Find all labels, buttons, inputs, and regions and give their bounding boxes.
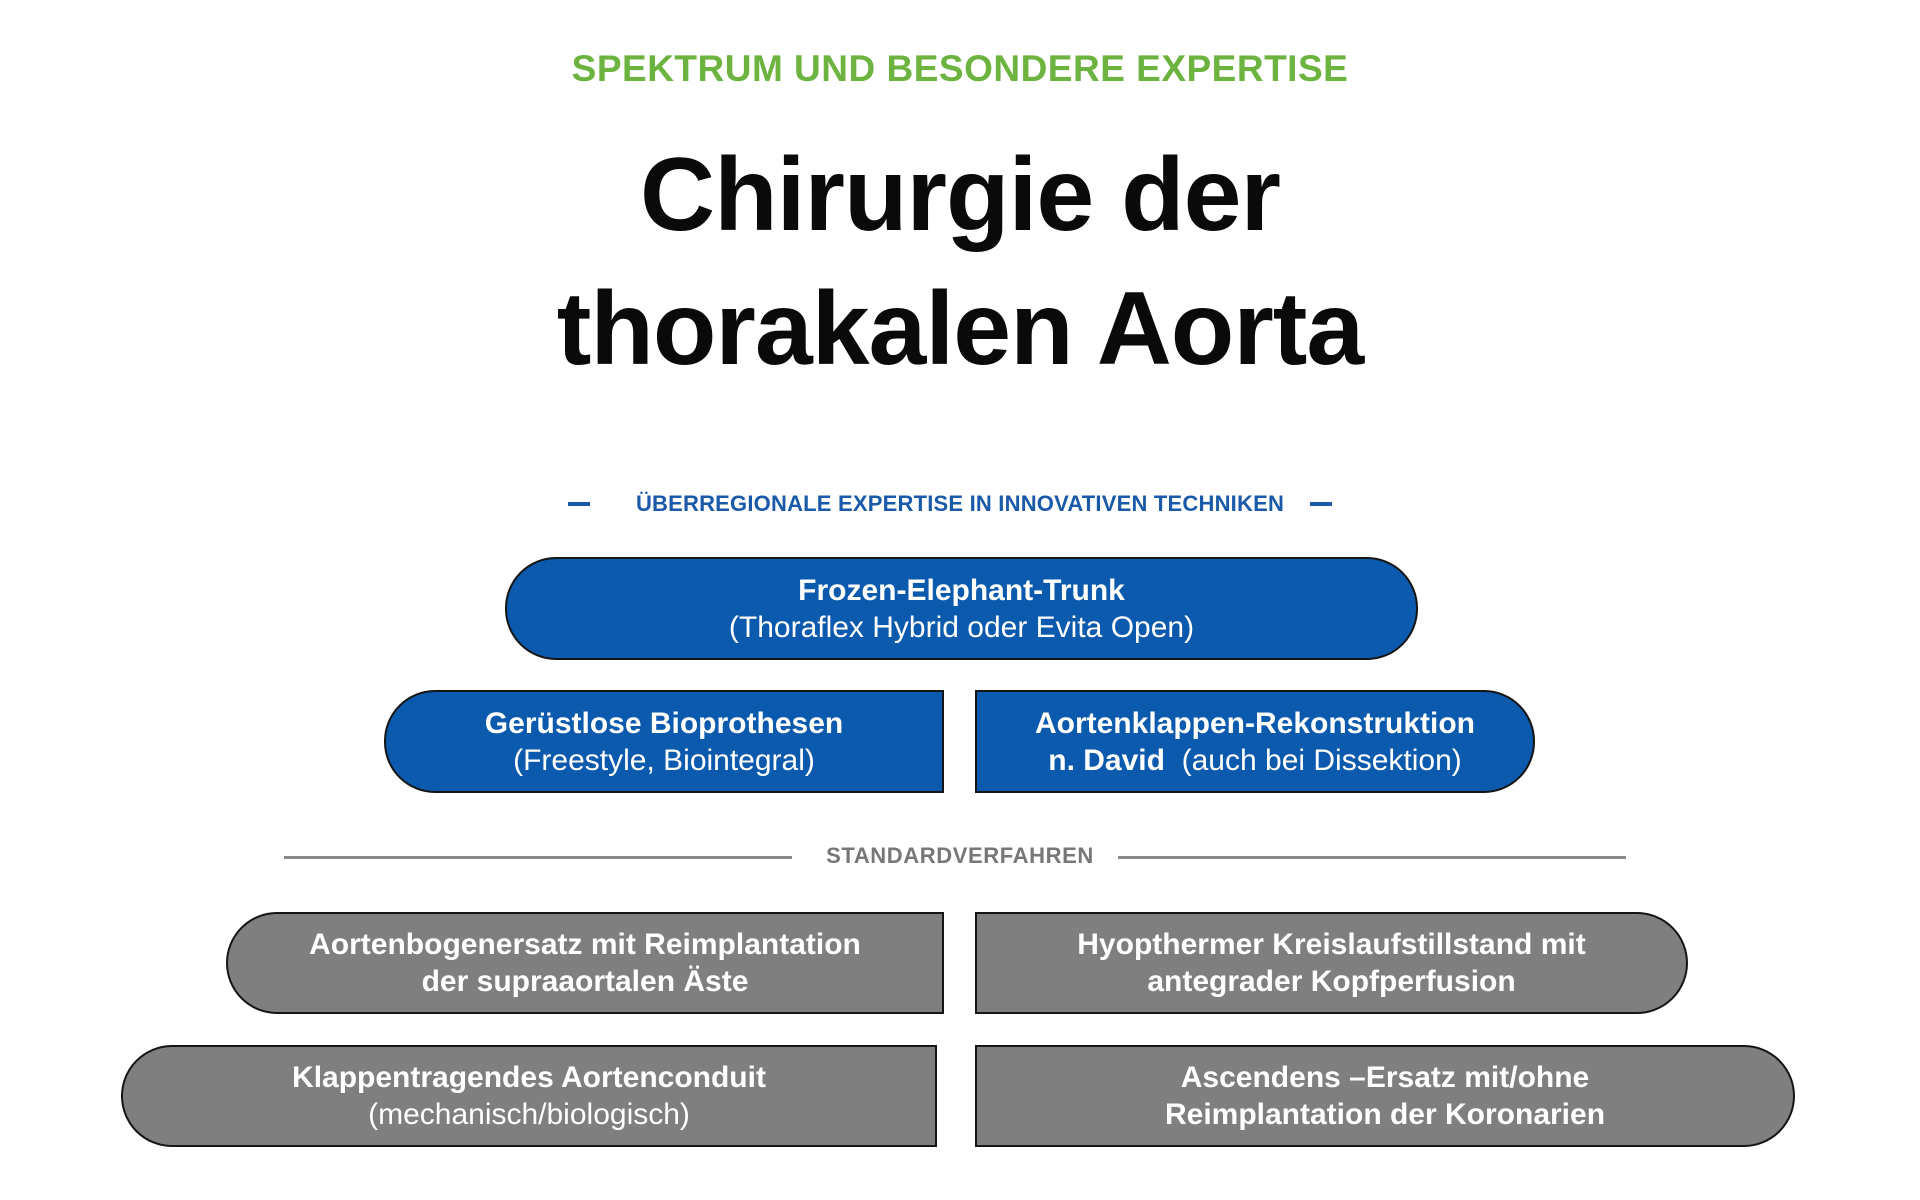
box-line-2: der supraaortalen Äste [421, 965, 749, 998]
box-line-2: Reimplantation der Koronarien [1164, 1098, 1606, 1131]
standard-box-kreislaufstillstand [975, 912, 1688, 1014]
standard-box-ascendens-ersatz [975, 1045, 1795, 1147]
title-line-2: thorakalen Aorta [556, 271, 1364, 387]
box-subtitle-normal: (auch bei Dissektion) [1181, 743, 1462, 777]
box-line-1: Ascendens –Ersatz mit/ohne [1180, 1061, 1590, 1094]
box-subtitle: (Freestyle, Biointegral) [513, 743, 815, 777]
box-line-2: (mechanisch/biologisch) [368, 1098, 690, 1131]
standard-box-aortenbogenersatz [226, 912, 944, 1014]
box-line-1: Hyopthermer Kreislaufstillstand mit [1077, 928, 1586, 961]
expertise-section-label: ÜBERREGIONALE EXPERTISE IN INNOVATIVEN TECHNIKEN [635, 491, 1285, 516]
expertise-box-aortenklappen-rekonstruktion [975, 690, 1535, 793]
box-title: Gerüstlose Bioprothesen [484, 706, 844, 740]
section-dash-right [1310, 502, 1332, 506]
box-subtitle-bold: n. David [1048, 743, 1165, 777]
box-title: Aortenklappen-Rekonstruktion [1034, 706, 1476, 740]
standard-box-aortenconduit [121, 1045, 937, 1147]
expertise-box-frozen-elephant-trunk [505, 557, 1418, 660]
expertise-box-bioprothesen [384, 690, 944, 793]
box-title: Frozen-Elephant-Trunk [798, 573, 1125, 607]
box-line-2: antegrader Kopfperfusion [1147, 965, 1516, 998]
page-title [0, 128, 1920, 396]
box-subtitle [1048, 742, 1462, 779]
box-line-1: Klappentragendes Aortenconduit [292, 1061, 766, 1094]
title-line-1: Chirurgie der [640, 137, 1280, 253]
standard-section-label: STANDARDVERFAHREN [826, 843, 1094, 868]
section-rule-right [1118, 856, 1626, 859]
kicker-heading: SPEKTRUM UND BESONDERE EXPERTISE [571, 48, 1349, 89]
box-line-1: Aortenbogenersatz mit Reimplantation [309, 928, 861, 961]
box-subtitle: (Thoraflex Hybrid oder Evita Open) [728, 610, 1195, 644]
